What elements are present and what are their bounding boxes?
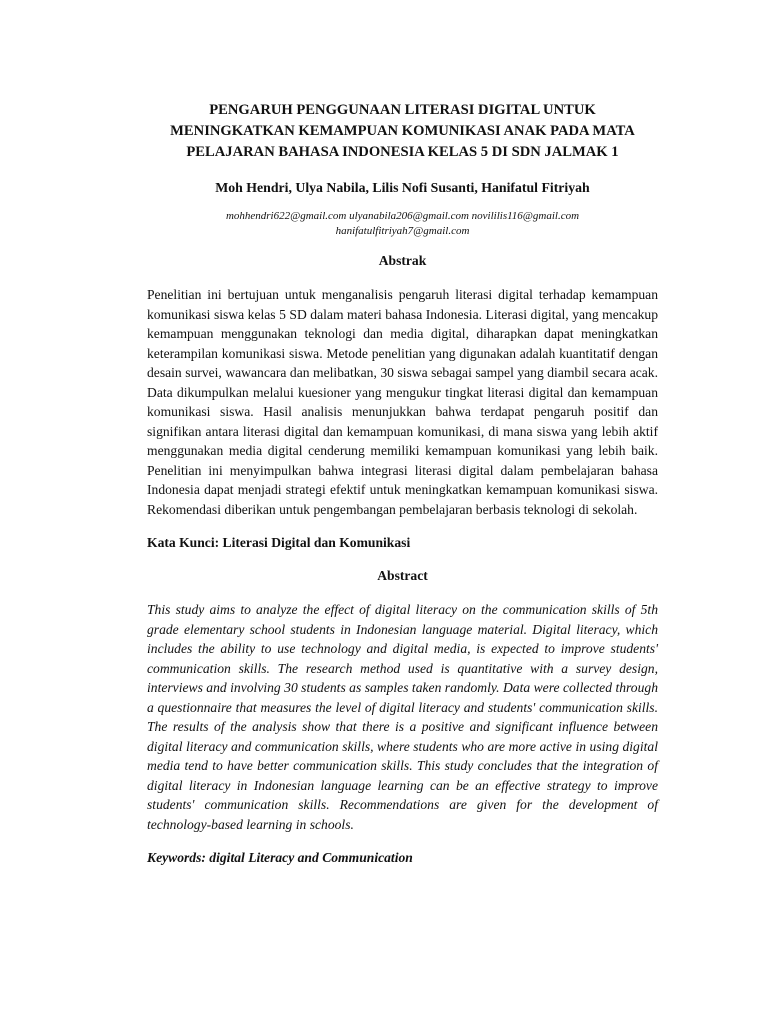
abstract-text: This study aims to analyze the effect of digital literacy on the communication skills of 5th grade elementary school students in Indonesian language material. Digital literacy, which includes the ability to use technology and digital media, is expected to improve students' communication skills. The research method used is quantitative with a survey design, interviews and involving 30 students as samples taken randomly. Data were collected through a questionnaire that measures the level of digital literacy and students' communication skills. The results of the analysis show that there is a positive and significant influence between digital literacy and communication skills, where students who are more active in using digital media tend to have better communication skills. This study concludes that the integration of digital literacy in Indonesian language learning can be an effective strategy to improve students' communication skills. Recommendations are given for the development of technology-based learning in schools. xyxy=(147,602,658,832)
abstract-heading: Abstract xyxy=(377,568,428,583)
abstrak-text: Penelitian ini bertujuan untuk menganalisis pengaruh literasi digital terhadap kemampuan komunikasi siswa kelas 5 SD dalam materi bahasa Indonesia. Literasi digital, yang mencakup kemampuan menggunakan teknologi dan media digital, diharapkan dapat meningkatkan keterampilan komunikasi siswa. Metode penelitian yang digunakan adalah kuantitatif dengan desain survei, wawancara dan melibatkan, 30 siswa sebagai sampel yang diambil secara acak. Data dikumpulkan melalui kuesioner yang mengukur tingkat literasi digital dan kemampuan komunikasi siswa. Hasil analisis menunjukkan bahwa terdapat pengaruh positif dan signifikan antara literasi digital dan kemampuan komunikasi, di mana siswa yang lebih aktif menggunakan media digital cenderung memiliki kemampuan komunikasi yang lebih baik. Penelitian ini menyimpulkan bahwa integrasi literasi digital dalam pembelajaran bahasa Indonesia dapat menjadi strategi efektif untuk meningkatkan kemampuan komunikasi siswa. Rekomendasi diberikan untuk pengembangan pembelajaran berbasis teknologi di sekolah. xyxy=(147,287,658,517)
author-emails xyxy=(147,209,658,238)
paper-page xyxy=(147,100,658,868)
keywords: Keywords: digital Literacy and Communication xyxy=(147,850,413,865)
abstrak-heading: Abstrak xyxy=(378,253,427,268)
email-line-1: mohhendri622@gmail.com ulyanabila206@gmail.com novililis116@gmail.com xyxy=(225,210,580,222)
author-list: Moh Hendri, Ulya Nabila, Lilis Nofi Susanti, Hanifatul Fitriyah xyxy=(215,180,590,195)
email-line-2: hanifatulfitriyah7@gmail.com xyxy=(335,224,470,237)
paper-title: PENGARUH PENGGUNAAN LITERASI DIGITAL UNTUK MENINGKATKAN KEMAMPUAN KOMUNIKASI ANAK PADA MATA PELAJARAN BAHASA INDONESIA KELAS 5 DI SDN JALMAK 1 xyxy=(170,102,635,160)
kata-kunci: Kata Kunci: Literasi Digital dan Komunikasi xyxy=(147,535,411,550)
